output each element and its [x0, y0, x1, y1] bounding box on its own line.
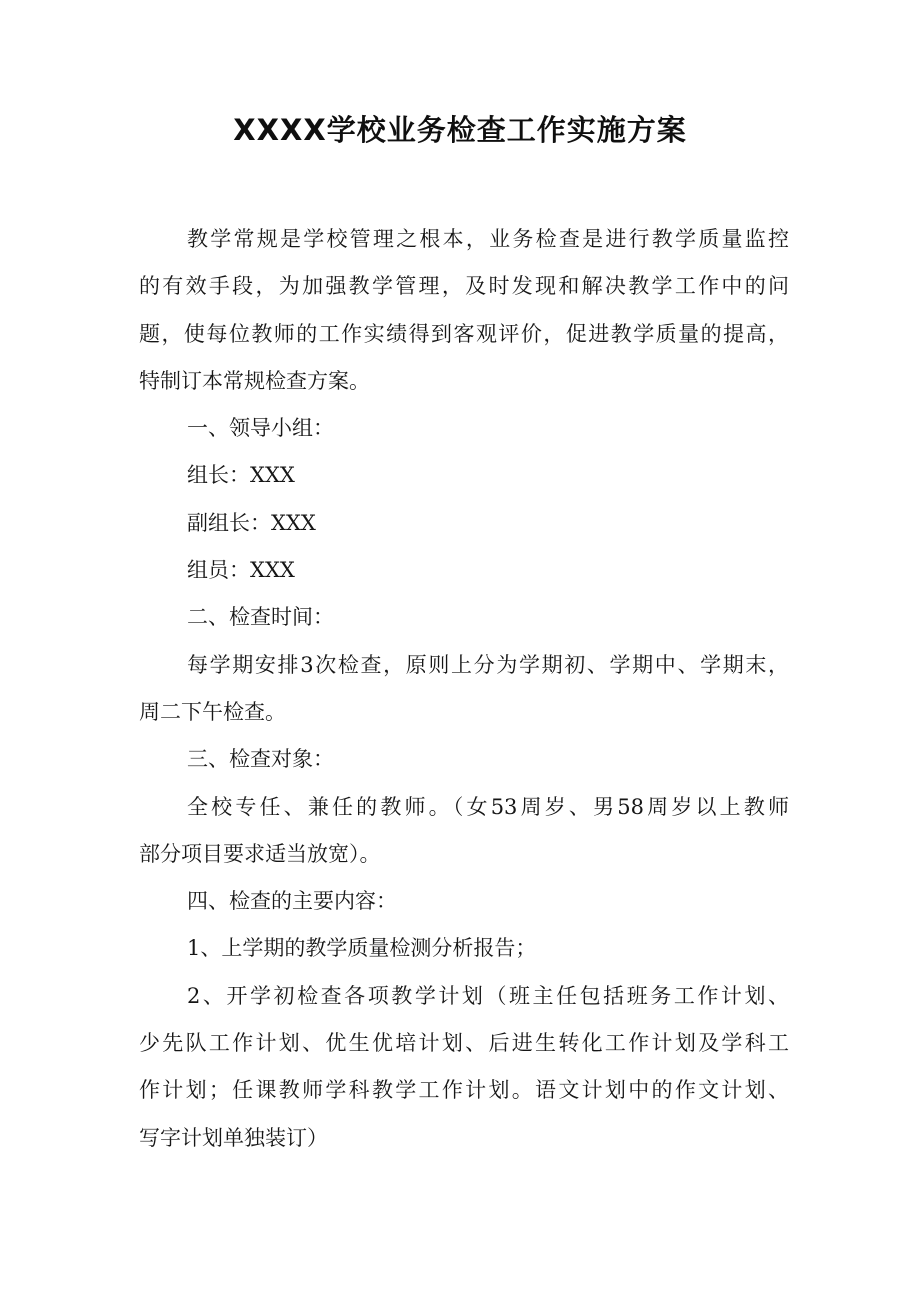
section-1-heading: 一、领导小组： — [187, 416, 334, 441]
members-line: 组员：XXX — [187, 558, 295, 583]
document-body — [139, 216, 789, 1162]
intro-line-4: 特制订本常规检查方案。 — [139, 368, 370, 393]
intro-line-2: 的有效手段，为加强教学管理，及时发现和解决教学工作中的问 — [139, 274, 789, 299]
vice-leader-line: 副组长：XXX — [187, 510, 316, 535]
intro-line-1: 教学常规是学校管理之根本，业务检查是进行教学质量监控 — [187, 227, 789, 251]
content-item-2-line-1: 2、开学初检查各项教学计划（班主任包括班务工作计划、 — [187, 983, 789, 1008]
document-title: XXXX学校业务检查工作实施方案 — [233, 113, 687, 147]
target-line-2: 部分项目要求适当放宽）。 — [139, 841, 381, 866]
target-line-1: 全校专任、兼任的教师。（女53周岁、男58周岁以上教师 — [187, 794, 789, 819]
content-item-2-line-3: 作计划；任课教师学科教学工作计划。语文计划中的作文计划、 — [139, 1078, 789, 1103]
content-item-2-line-2: 少先队工作计划、优生优培计划、后进生转化工作计划及学科工 — [139, 1031, 789, 1056]
intro-line-3: 题，使每位教师的工作实绩得到客观评价，促进教学质量的提高， — [139, 321, 789, 346]
section-4-heading: 四、检查的主要内容： — [187, 889, 397, 914]
section-3-heading: 三、检查对象： — [187, 747, 334, 772]
section-2-heading: 二、检查时间： — [187, 605, 334, 630]
leader-line: 组长：XXX — [187, 463, 295, 488]
time-line-2: 周二下午检查。 — [139, 699, 286, 724]
content-item-1: 1、上学期的教学质量检测分析报告； — [187, 936, 537, 961]
content-item-2-line-4: 写字计划单独装订） — [139, 1125, 328, 1150]
time-line-1: 每学期安排3次检查，原则上分为学期初、学期中、学期末， — [187, 652, 789, 677]
